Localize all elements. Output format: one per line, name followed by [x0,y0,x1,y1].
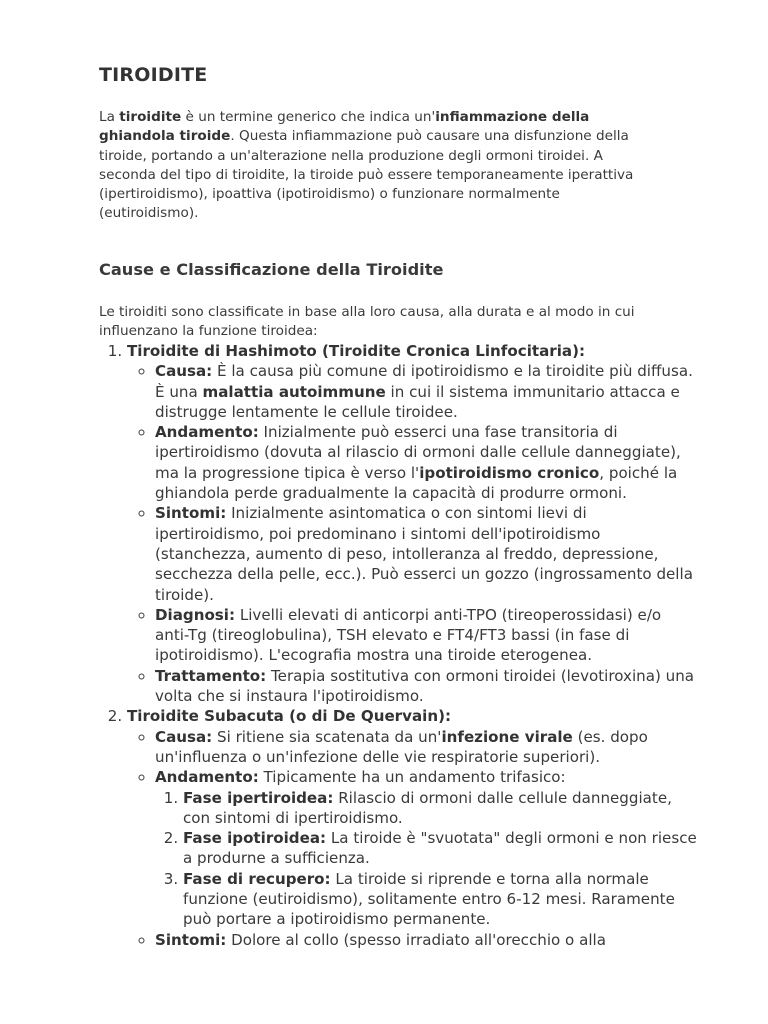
hashimoto-causa [155,361,699,422]
text: Terapia sostitutiva con ormoni tiroidei (levotiroxina) una volta che si instaura l'ipotiroidismo. [155,666,695,706]
list-item-subacuta [127,706,699,950]
label: Sintomi: [155,504,227,523]
text: Livelli elevati di anticorpi anti-TPO (tireoperossidasi) e/o anti-Tg (tireoglobulina), TSH elevato e FT4/FT3 bassi (in fase di ipotiroidismo). L'ecografia mostra una tiroide eterogenea. [155,605,662,665]
phase-text: La tiroide si riprende e torna alla normale funzione (eutiroidismo), solitamente entro 6-12 mesi. Raramente può portare a ipotiroidismo permanente. [183,869,675,929]
label: Trattamento: [155,666,267,685]
emphasis: ipotiroidismo cronico [419,463,600,482]
subacuta-andamento [155,767,699,929]
phase-item [183,828,699,869]
subacuta-causa [155,727,699,768]
hashimoto-sintomi [155,503,699,604]
phase-label: Fase ipotiroidea: [183,829,327,848]
phase-item [183,788,699,829]
intro-text-1: La [99,109,120,125]
section-lead: Le tiroiditi sono classificate in base alla loro causa, alla durata e al modo in cui influenzano la funzione tiroidea: [99,304,635,340]
phase-label: Fase ipertiroidea: [183,788,334,807]
intro-paragraph [99,108,659,224]
text: (es. dopo un'influenza o un'infezione delle vie respiratorie superiori). [155,727,648,766]
label: Andamento: [155,423,259,442]
subacuta-details [127,727,699,950]
label: Sintomi: [155,930,227,949]
intro-bold-2: infiammazione della ghiandola tiroide [99,109,590,145]
text: Si ritiene sia scatenata da un' [212,727,442,746]
subacuta-title: Tiroidite Subacuta (o di De Quervain): [127,707,452,726]
phase-text: Rilascio di ormoni dalle cellule danneggiate, con sintomi di ipertiroidismo. [183,788,672,827]
emphasis: malattia autoimmune [202,382,386,401]
list-item-hashimoto [127,341,699,706]
phase-text: La tiroide è "svuotata" degli ormoni e non riesce a produrne a sufficienza. [183,829,697,868]
text: in cui il sistema immunitario attacca e distrugge lentamente le cellule tiroidee. [155,382,680,421]
label: Andamento: [155,768,259,787]
text: Inizialmente asintomatica o con sintomi lievi di ipertiroidismo, poi predominano i sintomi dell'ipotiroidismo (stanchezza, aumento di peso, intolleranza al freddo, depressione, secchezza della pelle, ecc.). Può esserci un gozzo (ingrossamento della tiroide). [155,504,693,604]
text: , poiché la ghiandola perde gradualmente la capacità di produrre ormoni. [155,463,678,503]
classification-list [99,341,699,950]
subacuta-sintomi [155,930,699,950]
label: Diagnosi: [155,605,236,624]
hashimoto-details [127,361,699,706]
intro-bold-1: tiroidite [119,109,182,125]
label: Causa: [155,727,213,746]
text: Dolore al collo (spesso irradiato all'orecchio o alla [226,930,606,949]
emphasis: infezione virale [441,727,573,746]
text: Tipicamente ha un andamento trifasico: [258,768,566,787]
hashimoto-title: Tiroidite di Hashimoto (Tiroidite Cronica Linfocitaria): [127,342,586,360]
section-heading: Cause e Classificazione della Tiroidite [99,260,444,279]
text: Inizialmente può esserci una fase transitoria di ipertiroidismo (dovuta al rilascio di ormoni dalle cellule danneggiate), ma la progressione tipica è verso l' [155,423,681,482]
phase-label: Fase di recupero: [183,869,331,888]
intro-text-3: . Questa infiammazione può causare una disfunzione della tiroide, portando a un'alterazione nella produzione degli ormoni tiroidei. A seconda del tipo di tiroidite, la tiroide può essere temporaneamente iperattiva (ipertiroidismo), ipoattiva (ipotiroidismo) o funzionare normalmente (eutiroidismo). [99,128,634,222]
hashimoto-trattamento [155,666,699,707]
label: Causa: [155,362,213,381]
text: È la causa più comune di ipotiroidismo e la tiroidite più diffusa. È una [155,362,693,401]
hashimoto-diagnosi [155,605,699,666]
phase-item [183,869,699,930]
intro-text-2: è un termine generico che indica un' [181,109,436,125]
hashimoto-andamento [155,422,699,503]
page-title: TIROIDITE [99,64,208,86]
phases-list [155,788,699,930]
